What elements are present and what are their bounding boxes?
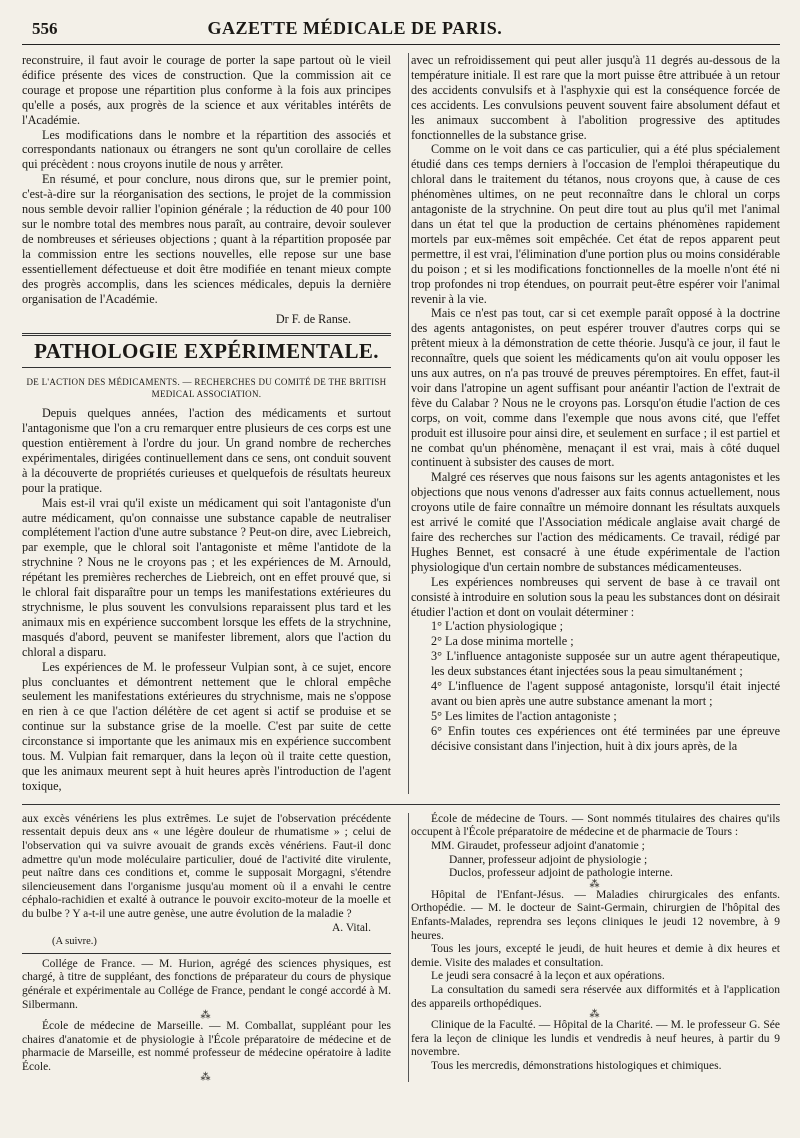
news-item: Clinique de la Faculté. — Hôpital de la Charité. — M. le professeur G. Sée fera la leçon de clinique les lundis et vendredis à neuf heures, à partir du 9 novembre. — [411, 1019, 780, 1059]
to-be-continued: (A suivre.) — [52, 936, 97, 948]
article-signature: Dr F. de Ranse. — [275, 312, 351, 327]
paragraph: avec un refroidissement qui peut aller jusqu'à 11 degrés au-dessous de la température initiale. Il est rare que la mort puisse être attribuée à un retour des accidents convulsifs et à l'asphyxie qui est la conséquence forcée de ces accidents. Les convulsions peuvent souvent faire absolument défaut et les animaux succombent à l'abolition progressive des aptitudes fonctionnelles de la substance grise. — [411, 53, 780, 142]
journal-title: GAZETTE MÉDICALE DE PARIS. — [207, 18, 503, 38]
asterism-ornament: ⁂ — [200, 1072, 213, 1084]
list-item: 1° L'action physiologique ; — [431, 619, 563, 634]
numbered-list — [411, 619, 780, 753]
column-divider — [408, 813, 409, 1083]
paragraph: reconstruire, il faut avoir le courage de porter la sape partout où le vieil édifice présente des vices de construction. Que la commission ait ce courage et propose une répartition plus conforme à la fois aux principes qu'elle a posés, aux progrès de la science et aux véritables intérêts de l'Académie. — [22, 53, 391, 127]
page-header — [22, 18, 780, 45]
paragraph: Tous les mercredis, démonstrations histologiques et chimiques. — [431, 1059, 722, 1072]
title-rule — [22, 367, 391, 368]
column-divider — [408, 53, 409, 794]
right-column-upper — [401, 53, 780, 794]
right-column-lower — [401, 813, 780, 1083]
list-line: Danner, professeur adjoint de physiologie ; — [449, 853, 648, 866]
paragraph: En résumé, et pour conclure, nous dirons que, sur le premier point, c'est-à-dire sur la réorganisation des sections, le projet de la commission nous semble devoir rallier l'opinion générale ; la réduction de 40 pour 100 sur le nombre total des membres nous paraît, au contraire, devoir soulever de nombreuses et sérieuses objections ; quant à la répartition proposée par la commission entre les sections nouvelles, elle repose sur une base essentiellement défectueuse et doit être modifiée en tenant mieux compte des progrès accomplis, dans les sciences médicales, depuis la dernière organisation de l'Académie. — [22, 172, 391, 306]
section-rule — [22, 333, 391, 336]
horizontal-divider — [22, 804, 780, 805]
page-number: 556 — [32, 19, 58, 38]
paragraph: Les expériences nombreuses qui servent de base à ce travail ont consisté à introduire en solution sous la peau les substances dont on désirait étudier l'action et dont on voulait déterminer : — [411, 574, 780, 619]
list-item: 2° La dose minima mortelle ; — [431, 634, 574, 649]
list-item: 5° Les limites de l'action antagoniste ; — [431, 708, 617, 723]
paragraph: aux excès vénériens les plus extrêmes. Le sujet de l'observation précédente ressentait depuis deux ans « une légère douleur de rhumatisme » ; celui de l'observation qui va suivre avouait de grands excès vénériens. Faut-il donc admettre qu'un mode moléculaire particulier, doué de l'activité dite virulente, peut naître dans ces conditions et, comme le supposait Morgagni, s'étendre silencieusement dans l'organisme jusqu'au moment où il a envahi le centre céphalo-rachidien et exalté à outrance le pouvoir excito-moteur de la moelle et du bulbe ? Y a-t-il une autre genèse, une autre évolution de la maladie ? — [22, 812, 391, 920]
paragraph: Les modifications dans le nombre et la répartition des associés et correspondants nationaux ou étrangers ne sont qu'un corollaire de celles qui précèdent : nous croyons inutile de nous y arrêter. — [22, 127, 391, 172]
left-column-upper — [22, 53, 401, 794]
paragraph: La consultation du samedi sera réservée aux difformités et à l'application des appareils orthopédiques. — [411, 983, 780, 1010]
news-item: École de médecine de Tours. — Sont nommés titulaires des chaires qu'ils occupent à l'École préparatoire de médecine et de pharmacie de Tours : — [411, 812, 780, 839]
list-line: Duclos, professeur adjoint de pathologie interne. — [449, 867, 673, 880]
lower-columns — [22, 813, 780, 1083]
paragraph: Depuis quelques années, l'action des médicaments et surtout l'antagonisme que l'on a cru remarquer entre plusieurs de ces corps est une question entièrement à l'ordre du jour. Un grand nombre de recherches expérimentales, dirigées continuellement dans ce sens, ont conduit souvent à la découverte de propriétés curieuses et quelquefois de résultats heureux pour la pratique. — [22, 406, 391, 495]
section-title: PATHOLOGIE EXPÉRIMENTALE. — [34, 339, 379, 364]
list-item: 4° L'influence de l'agent supposé antagoniste, lorsqu'il était injecté avant ou bien après une autre substance amenant la mort ; — [431, 679, 780, 708]
paragraph: Comme on le voit dans ce cas particulier, qui a été plus spécialement étudié dans ces temps derniers à l'occasion de l'emploi thérapeutique du chloral dans le traitement du tétanos, nous croyons que, à cause de ces phénomènes ultimes, on ne peut reconnaître dans le chloral un corps antagoniste de la strychnine. On peut dire tout au plus qu'il met l'animal dans un état tel que la production de certains phénomènes rapidement mortels par eux-mêmes soit empêchée. Cet état de repos apparent peut permettre, il est vrai, l'élimination d'une portion plus ou moins considérable du poison ; et si les modifications fonctionnelles de la moelle n'ont été ni trop profondes ni trop étendues, on pourrait peut-être espérer voir l'animal revenir à la vie. — [411, 142, 780, 306]
left-column-lower — [22, 813, 401, 1083]
paragraph: Les expériences de M. le professeur Vulpian sont, à ce sujet, encore plus concluantes et démontrent nettement que le chloral empêche seulement les manifestations extérieures du strychnisme, mais ne s'oppose en rien à ce que l'action délétère de cet agent si actif se produise et se continue sur la substance grise de la moelle. C'est par suite de cette circonstance si importante que les animaux mis en expérience succombent tous. M. Vulpian fait remarquer, dans la leçon où il traite cette question, que les animaux meurent sept à huit heures après l'introduction de l'agent toxique, — [22, 659, 391, 793]
list-item: 3° L'influence antagoniste supposée sur un autre agent thérapeutique, les deux substances étant injectées sous la peau simultanément ; — [431, 649, 780, 679]
news-item: École de médecine de Marseille. — M. Comballat, suppléant pour les chaires d'anatomie et de physiologie à l'École préparatoire de médecine et de pharmacie de Marseille, est nommé professeur de médecine opératoire à ladite École. — [22, 1020, 391, 1073]
paragraph: Malgré ces réserves que nous faisons sur les agents antagonistes et les objections que nous venons d'adresser aux faits connus actuellement, nous croyons utile de faire connaître un mémoire donnant les résultats auxquels est arrivé le comité que l'Association médicale anglaise avait chargé de faire des recherches sur l'action des médicaments. Ce travail, rédigé par Hughes Bennet, est consacré à une étude expérimentale de l'action physiologique d'un certain nombre de substances médicamenteuses. — [411, 470, 780, 574]
asterism-ornament: ⁂ — [589, 1009, 602, 1021]
rule — [22, 953, 391, 954]
paragraph: Le jeudi sera consacré à la leçon et aux opérations. — [431, 970, 665, 983]
paragraph: Mais ce n'est pas tout, car si cet exemple paraît opposé à la doctrine des agents antagonistes, on peut espérer trouver d'autres corps qui se prêtent mieux à la démonstration de cette théorie. Jusqu'à ce jour, il faut le reconnaître, quels que soient les médicaments qu'on ait voulu opposer les uns aux autres, on n'a pas trouvé de preuves péremptoires. En effet, faut-il voir dans l'atropine un agent suffisant pour anéantir l'action de l'extrait de fève du Calabar ? Nous ne le croyons pas. Lorsqu'on étudie l'action de ces corps, on voit, comme dans l'exemple que nous avons cité, que l'effet produit est illusoire pour ainsi dire, et seulement en surface ; il est partiel et ne combat qu'un phénomène, menaçant il est vrai, mais à côté duquel continuent à subsister des causes de mort. — [411, 306, 780, 470]
paragraph: Mais est-il vrai qu'il existe un médicament qui soit l'antagoniste d'un autre médicament, qu'on connaisse une substance capable de neutraliser complétement l'action d'une autre substance ? Peut-on dire, avec Liebreich, par exemple, que le chloral soit l'antagoniste et même l'antidote de la strychnine ? Nous ne le croyons pas ; et les expériences de M. Arnould, répétant les premières recherches de Liebreich, ont en effet prouvé que, si le chloral fait disparaître pour un temps les manifestations extérieures du strychnisme, le plus souvent les convulsions reparaissent plus tard et les animaux mis en expérience succombent lorsque les effets de la strychnine, masqués d'abord, peuvent se manifester librement, alors que l'action du chloral a disparu. — [22, 495, 391, 659]
paragraph: Tous les jours, excepté le jeudi, de huit heures et demie à dix heures et demie. Visite des malades et consultation. — [411, 943, 780, 969]
list-item: 6° Enfin toutes ces expériences ont été terminées par une épreuve décisive consistant dans l'injection, huit à dix jours après, de la — [431, 723, 780, 753]
news-item: Collége de France. — M. Hurion, agrégé des sciences physiques, est chargé, à titre de suppléant, des fonctions de préparateur du cours de physique générale et expérimentale au Collége de France, pendant le congé accordé à M. Silbermann. — [22, 957, 391, 1011]
list-line: MM. Giraudet, professeur adjoint d'anatomie ; — [431, 839, 645, 852]
article-subtitle: DE L'ACTION DES MÉDICAMENTS. — RECHERCHES DU COMITÉ DE THE BRITISH MEDICAL ASSOCIATION. — [26, 377, 387, 400]
news-item: Hôpital de l'Enfant-Jésus. — Maladies chirurgicales des enfants. Orthopédie. — M. le docteur de Saint-Germain, chirurgien de l'hôpital des Enfants-Malades, reprendra ses leçons cliniques le jeudi 12 novembre, à 9 heures. — [411, 888, 780, 942]
article-signature: A. Vital. — [331, 921, 371, 934]
asterism-ornament: ⁂ — [200, 1010, 213, 1022]
asterism-ornament: ⁂ — [589, 878, 602, 890]
upper-columns — [22, 53, 780, 794]
